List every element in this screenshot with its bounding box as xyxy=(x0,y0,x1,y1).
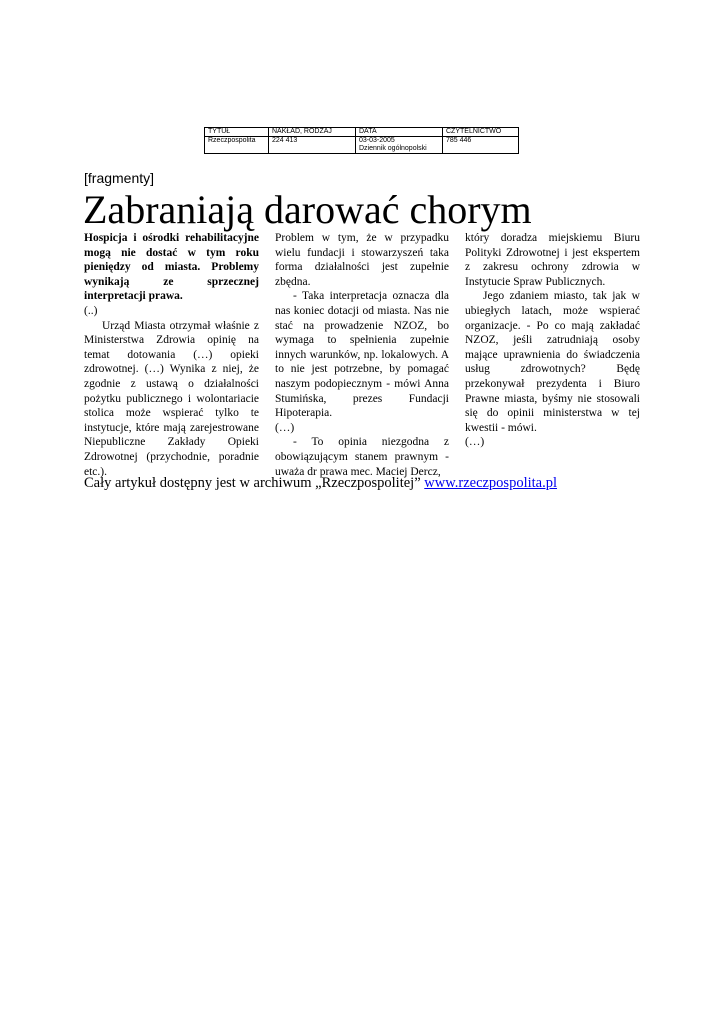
value-date: 03-03-2005 xyxy=(359,137,395,144)
header-title: TYTUŁ xyxy=(205,128,269,137)
article-paragraph: Urząd Miasta otrzymał właśnie z Ministerstwa Zdrowia opinię na temat dotowania (…) opieki zdrowotnej. (…) Wynika z niej, że zgodnie z ustawą o działalności pożytku publicznego i wolontariacie stolica może wspierać tylko te instytucje, które mają zarejestrowane Niepubliczne Zakłady Opieki Zdrowotnej (przychodnie, poradnie etc.). xyxy=(84,319,259,478)
value-type: Dziennik ogólnopolski xyxy=(359,145,427,152)
article-paragraph: - To opinia niezgodna z obowiązującym stanem prawnym - uważa dr prawa mec. Maciej Dercz, xyxy=(275,436,449,478)
article-column-2 xyxy=(275,231,449,479)
article-column-3 xyxy=(465,231,640,450)
header-readership: CZYTELNICTWO xyxy=(443,128,519,137)
article-paragraph: Jego zdaniem miasto, tak jak w ubiegłych latach, może wspierać organizacje. - Po co mają zakładać NZOZ, jeśli zatrudniają osoby mające uprawnienia do świadczenia usług zdrowotnych? Będę przekonywał prezydenta i Biuro Prawne miasta, byśmy nie stosowali się do opinii ministerstwa w tej kwestii - mówi. xyxy=(465,290,640,434)
article-paragraph: Problem w tym, że w przypadku wielu fundacji i stowarzyszeń taka forma działalności jest zupełnie zbędna. xyxy=(275,232,449,288)
article-paragraph: (…) xyxy=(275,421,295,434)
article-paragraph: który doradza miejskiemu Biuru Polityki Zdrowotnej i jest ekspertem z zakresu ochrony zdrowia w Instytucie Spraw Publicznych. xyxy=(465,232,640,288)
archive-note-text: Cały artykuł dostępny jest w archiwum „Rzeczpospolitej” xyxy=(84,475,425,491)
metadata-header-row xyxy=(205,128,519,137)
archive-link[interactable]: www.rzeczpospolita.pl xyxy=(424,475,558,491)
article-paragraph: (…) xyxy=(465,436,485,449)
header-date: DATA xyxy=(356,128,443,137)
metadata-value-row xyxy=(205,137,519,154)
archive-note xyxy=(84,475,557,492)
article-column-1 xyxy=(84,231,259,479)
header-circulation: NAKŁAD, RODZAJ xyxy=(269,128,356,137)
article-paragraph: (..) xyxy=(84,304,98,317)
value-date-cell xyxy=(356,137,443,154)
value-circulation: 224 413 xyxy=(269,137,356,154)
article-paragraph: - Taka interpretacja oznacza dla nas koniec dotacji od miasta. Nas nie stać na prowadzenie NZOZ, bo wymaga to spełnienia zupełnie innych warunków, np. lokalowych. A to nie jest potrzebne, by pomagać naszym podopiecznym - mówi Anna Stumińska, prezes Fundacji Hipoterapia. xyxy=(275,290,449,420)
value-readership: 785 446 xyxy=(443,137,519,154)
article-headline: Zabraniają darować chorym xyxy=(83,187,532,232)
section-label: [fragmenty] xyxy=(84,170,155,186)
value-title: Rzeczpospolita xyxy=(205,137,269,154)
article-lead: Hospicja i ośrodki rehabilitacyjne mogą nie dostać w tym roku pieniędzy od miasta. Problemy wynikają ze sprzecznej interpretacji prawa. xyxy=(84,232,259,303)
metadata-table xyxy=(204,127,519,154)
